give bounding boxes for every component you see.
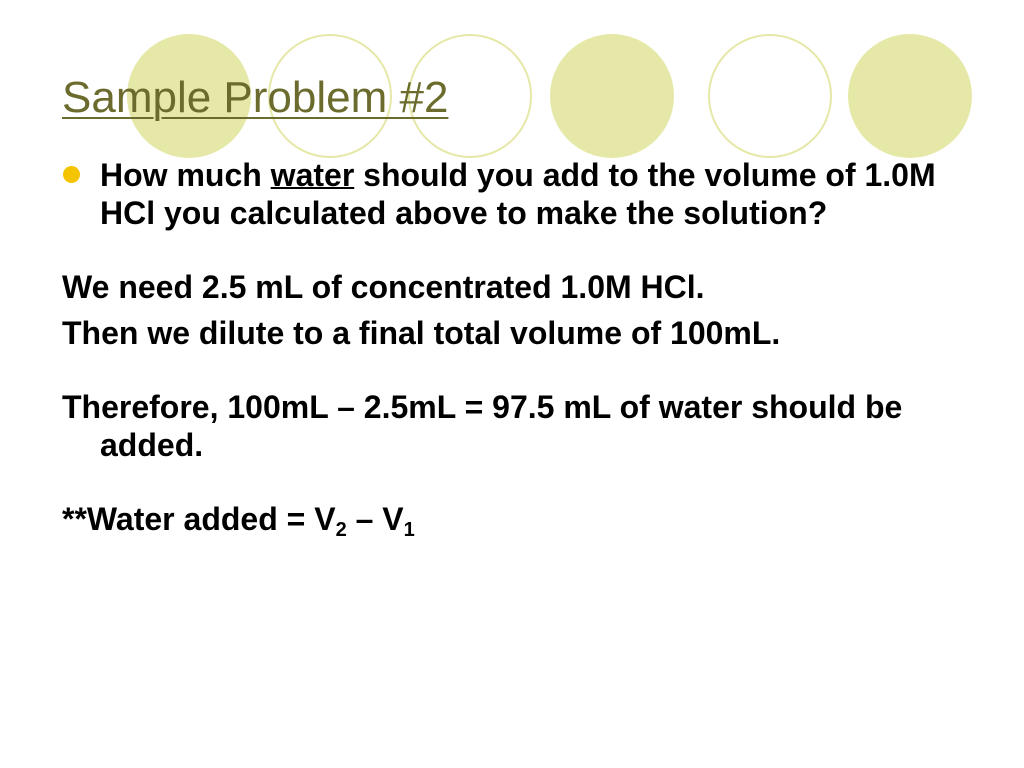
decor-circle-6 [848, 34, 972, 158]
bullet-text-before: How much [100, 157, 271, 193]
bullet-text-underlined: water [270, 157, 355, 193]
formula-sub-1: 2 [335, 519, 347, 541]
formula-middle: – V [346, 501, 404, 537]
decor-circle-4 [550, 34, 674, 158]
formula-prefix: **Water added = V [62, 501, 336, 537]
decor-circle-5 [708, 34, 832, 158]
bullet-dot-icon [63, 166, 80, 183]
formula-sub-2: 1 [403, 519, 415, 541]
slide-title: Sample Problem #2 [62, 73, 449, 122]
bullet-text-after: should you add to the volume of 1.0M HCl you calculated above to make the solution? [100, 157, 936, 231]
formula-line [62, 500, 962, 541]
slide-body [62, 156, 962, 541]
statement-line-3: Therefore, 100mL – 2.5mL = 97.5 mL of water should be added. [62, 389, 903, 463]
bullet-item [62, 156, 962, 232]
statement-line-2: Then we dilute to a final total volume of 100mL. [62, 315, 781, 351]
statement-line-1: We need 2.5 mL of concentrated 1.0M HCl. [62, 269, 705, 305]
